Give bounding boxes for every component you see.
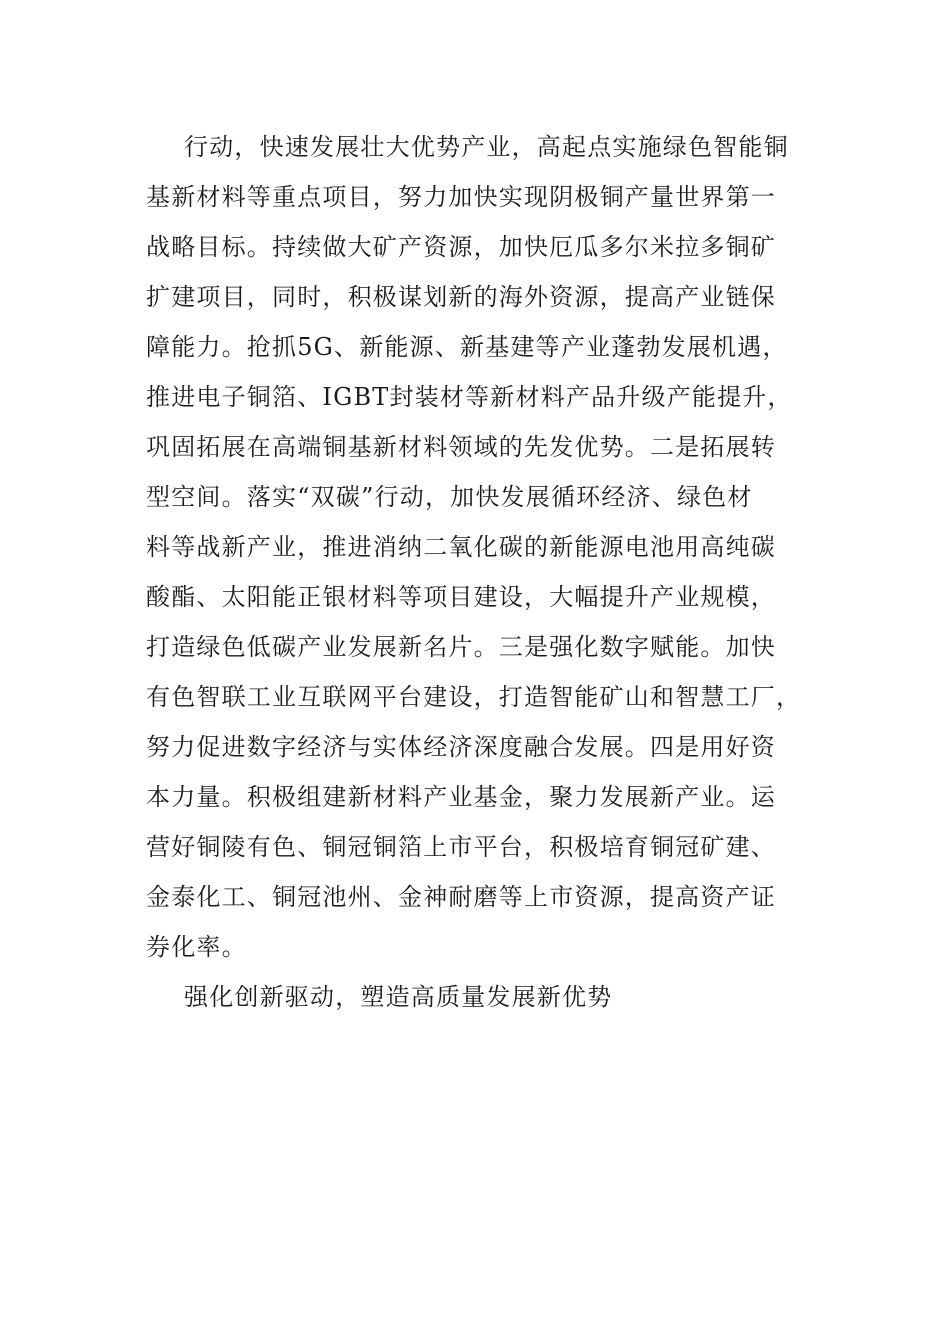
body-line: 行动，快速发展壮大优势产业，高起点实施绿色智能铜 [184, 133, 789, 161]
body-line: 料等战新产业，推进消纳二氧化碳的新能源电池用高纯碳 [146, 533, 776, 561]
body-line: 巩固拓展在高端铜基新材料领域的先发优势。二是拓展转 [146, 433, 776, 461]
section-heading: 强化创新驱动，塑造高质量发展新优势 [184, 983, 613, 1011]
body-line: 努力促进数字经济与实体经济深度融合发展。四是用好资 [146, 733, 776, 761]
body-line: 障能力。抢抓5G、新能源、新基建等产业蓬勃发展机遇， [146, 333, 788, 361]
body-line: 营好铜陵有色、铜冠铜箔上市平台，积极培育铜冠矿建、 [146, 833, 776, 861]
body-line: 推进电子铜箔、IGBT封装材等新材料产品升级产能提升， [146, 383, 793, 411]
body-line: 金泰化工、铜冠池州、金神耐磨等上市资源，提高资产证 [146, 883, 776, 911]
body-line: 基新材料等重点项目，努力加快实现阴极铜产量世界第一 [146, 183, 776, 211]
body-line: 战略目标。持续做大矿产资源，加快厄瓜多尔米拉多铜矿 [146, 233, 776, 261]
body-line: 扩建项目，同时，积极谋划新的海外资源，提高产业链保 [146, 283, 776, 311]
body-line: 券化率。 [146, 933, 247, 961]
body-line: 酸酯、太阳能正银材料等项目建设，大幅提升产业规模， [146, 583, 776, 611]
body-line: 本力量。积极组建新材料产业基金，聚力发展新产业。运 [146, 783, 776, 811]
body-line: 型空间。落实“双碳”行动，加快发展循环经济、绿色材 [146, 483, 753, 511]
document-body [146, 128, 806, 1028]
body-line: 有色智联工业互联网平台建设，打造智能矿山和智慧工厂， [146, 683, 802, 711]
body-line: 打造绿色低碳产业发展新名片。三是强化数字赋能。加快 [146, 633, 776, 661]
